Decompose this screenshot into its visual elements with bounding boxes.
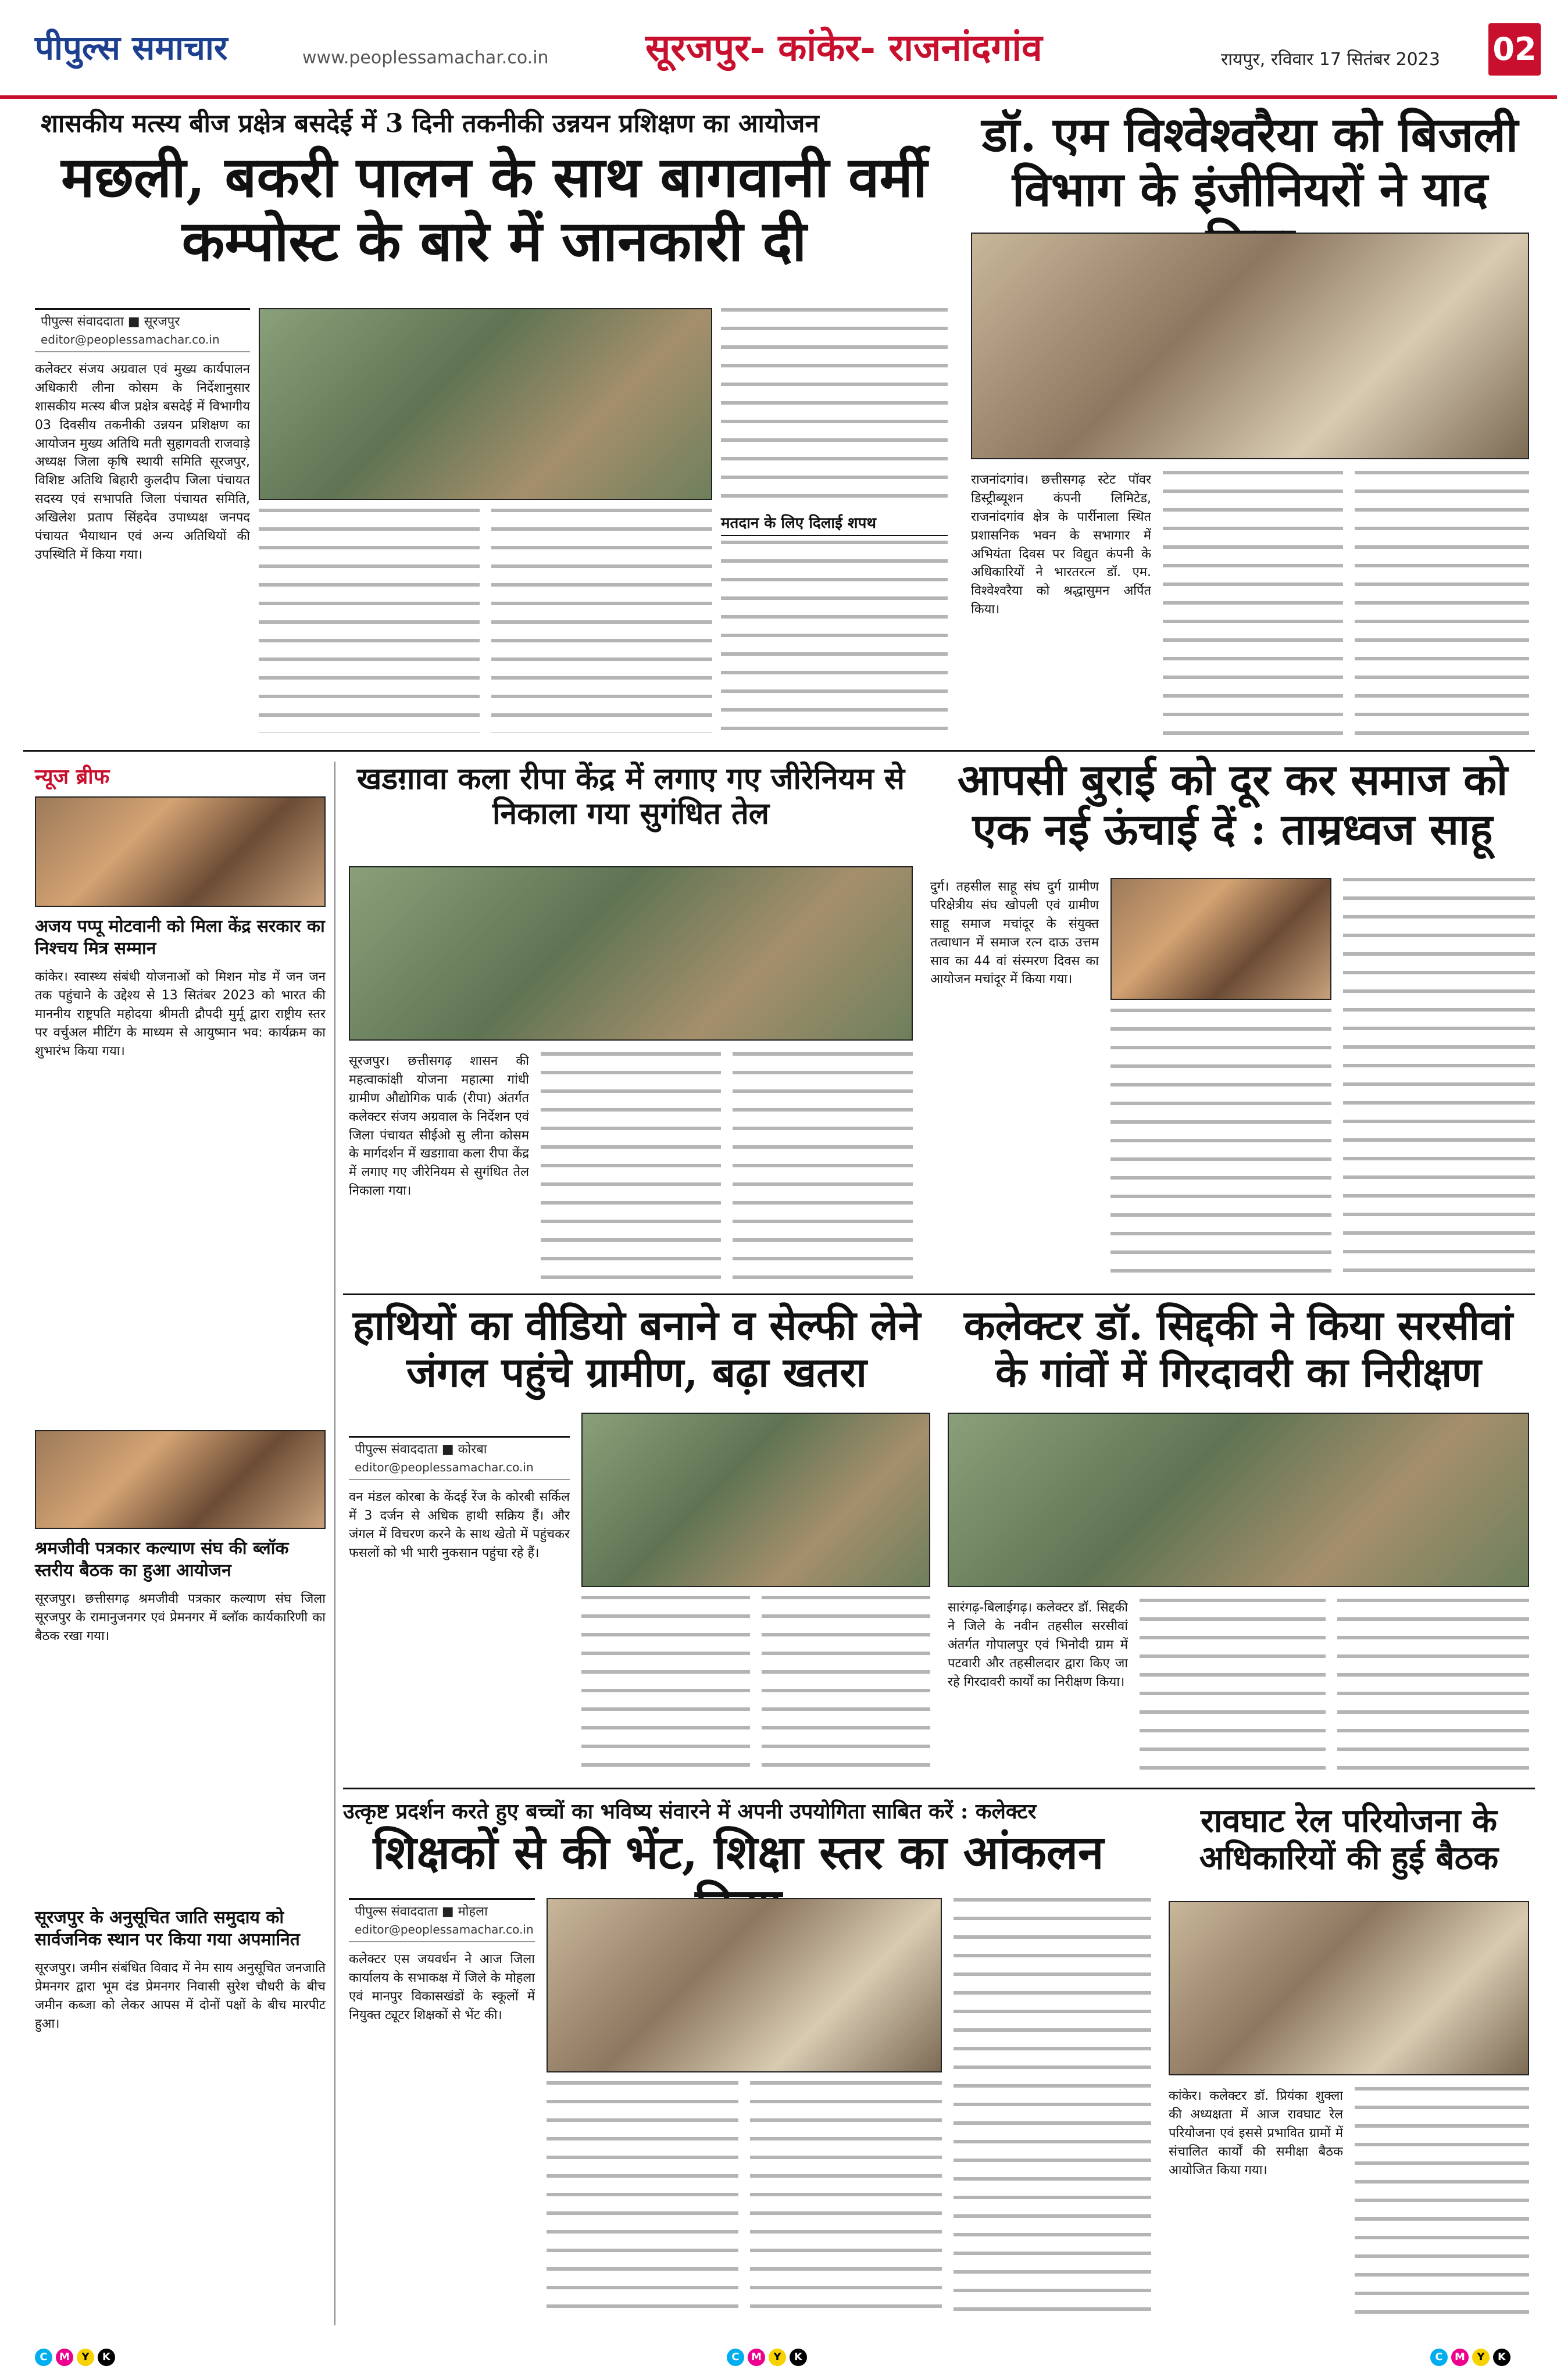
story7-body: कलेक्टर एस जयवर्धन ने आज जिला कार्यालय के सभाकक्ष में जिले के मोहला एवं मानपुर विकासखंडों के स्कूलों में नियुक्त ट्यूटर शिक्षकों से भेंट की।: [349, 1952, 535, 2022]
story2-body: राजनांदगांव। छत्तीसगढ़ स्टेट पॉवर डिस्ट्रीब्यूशन कंपनी लिमिटेड, राजनांदगांव क्षेत्र के पार्रीनाला स्थित प्रशासनिक भवन के सभागार में अभियंता दिवस पर विद्युत कंपनी के अधिकारियों ने भारतरत्न डॉ. एम. विश्वेश्वरैया को श्रद्धासुमन अर्पित किया।: [971, 473, 1151, 617]
story6-headline: कलेक्टर डॉ. सिद्दकी ने किया सरसीवां के गांवों में गिरदावरी का निरीक्षण: [963, 1301, 1513, 1396]
divider: [343, 1293, 1535, 1295]
story6-photo: [948, 1413, 1529, 1587]
story8-photo: [1169, 1901, 1529, 2075]
story5-headline: हाथियों का वीडियो बनाने व सेल्फी लेने जंगल पहुंचे ग्रामीण, बढ़ा खतरा: [352, 1301, 921, 1396]
cmyk-registration-left: [35, 2349, 115, 2366]
cmyk-k: K: [98, 2349, 115, 2366]
story8-text-col2: [1355, 2087, 1529, 2322]
news-brief-tag: न्यूज ब्रीफ: [35, 764, 110, 789]
cmyk-k: K: [1493, 2349, 1510, 2366]
story7-text-col3: [750, 2081, 942, 2322]
cmyk-m: M: [748, 2349, 765, 2366]
story4-body: दुर्ग। तहसील साहू संघ दुर्ग ग्रामीण परिक्षेत्रीय संघ खोपली एवं ग्रामीण साहू समाज मचांदूर के संयुक्त तत्वाधान में समाज रत्न दाऊ उत्तम साव का 44 वां संस्मरण दिवस का आयोजन मचांदूर में किया गया।: [930, 880, 1099, 987]
brief-item1-body: कांकेर। स्वास्थ्य संबंधी योजनाओं को मिशन मोड में जन जन तक पहुंचाने के उद्देश्य से 13 सितंबर 2023 को भारत की माननीय राष्ट्रपति महोदया श्रीमती द्रौपदी मुर्मू द्वारा राष्ट्रीय स्तर पर वर्चुअल मीटिंग के माध्यम से आयुष्मान भव: कार्यक्रम का शुभारंभ किया गया।: [35, 970, 326, 1059]
divider: [23, 750, 1535, 752]
story1-text-col3: [491, 509, 712, 732]
story2-text-col3: [1355, 471, 1529, 738]
story7-headline: शिक्षकों से की भेंट, शिक्षा स्तर का आंकलन: [373, 1825, 1104, 1879]
story1-headline: मछली, बकरी पालन के साथ बागवानी वर्मी कम्पोस्ट के बारे में जानकारी दी: [61, 144, 927, 274]
brief-item1-photo: [35, 796, 326, 907]
story7-kicker: उत्कृष्ट प्रदर्शन करते हुए बच्चों का भविष्य संवारने में अपनी उपयोगिता साबित करें : कलेक्टर: [343, 1799, 1037, 1824]
brief-item3-body: सूरजपुर। जमीन संबंधित विवाद में नेम साय अनुसूचित जनजाति प्रेमनगर द्वारा भूम दंड प्रेमनगर निवासी सुरेश चौधरी के बीच जमीन कब्जा को लेकर आपस में दोनों पक्षों के बीच मारपीट हुआ।: [35, 1961, 326, 2031]
newspaper-logo: पीपुल्स समाचार: [35, 28, 228, 67]
story1-byline: पीपुल्स संवाददाता ■ सूरजपुर editor@peoplessamachar.co.in: [35, 308, 250, 352]
cmyk-c: C: [1430, 2349, 1448, 2366]
story1-text-col4b: [721, 541, 948, 732]
divider: [334, 762, 335, 2325]
story7-text-col2: [547, 2081, 738, 2322]
story3-text-col2: [541, 1052, 721, 1285]
story2-headline: डॉ. एम विश्वेश्वरैया को बिजली विभाग के इंजीनियरों ने याद: [981, 107, 1519, 218]
brief-item2-title: श्रमजीवी पत्रकार कल्याण संघ की ब्लॉक स्तरीय बैठक का हुआ आयोजन: [35, 1538, 289, 1581]
cmyk-m: M: [1451, 2349, 1469, 2366]
story6-text-col3: [1337, 1599, 1529, 1779]
story4-headline: आपसी बुराई को दूर कर समाज को एक नई ऊंचाई दें : ताम्रध्वज साहू: [957, 755, 1508, 855]
cmyk-c: C: [727, 2349, 744, 2366]
cmyk-registration-right: [1430, 2349, 1510, 2366]
story4-text-col3: [1343, 878, 1535, 1285]
story2-text-col2: [1163, 471, 1343, 738]
story5-text-col2: [581, 1596, 750, 1779]
page-number: 02: [1488, 23, 1541, 76]
brief-item2-photo: [35, 1430, 326, 1529]
story6-body: सारंगढ़-बिलाईगढ़। कलेक्टर डॉ. सिद्दकी ने जिले के नवीन तहसील सरसीवां अंतर्गत गोपालपुर एवं भिनोदी ग्राम में पटवारी और तहसीलदार द्वारा किए जा रहे गिरदावरी कार्यों का निरीक्षण किया।: [948, 1600, 1128, 1689]
brief-item1-title: अजय पप्पू मोटवानी को मिला केंद्र सरकार का निश्चय मित्र सम्मान: [35, 916, 325, 959]
story3-body: सूरजपुर। छत्तीसगढ़ शासन की महत्वाकांक्षी योजना महात्मा गांधी ग्रामीण औद्योगिक पार्क (रीपा) अंतर्गत कलेक्टर संजय अग्रवाल के निर्देशन एवं जिला पंचायत सीईओ सु लीना कोसम के मार्गदर्शन में खडग़ावा कला रीपा केंद्र में लगाए गए जीरेनियम से सुगंधित तेल निकाला गया।: [349, 1054, 529, 1199]
brief-item3-title: सूरजपुर के अनुसूचित जाति समुदाय को सार्वजनिक स्थान पर किया गया अपमानित: [35, 1907, 300, 1950]
story6-text-col2: [1140, 1599, 1326, 1779]
cmyk-y: Y: [769, 2349, 786, 2366]
dateline: रायपुर, रविवार 17 सितंबर 2023: [1221, 49, 1440, 70]
cmyk-k: K: [790, 2349, 807, 2366]
story3-headline: खडग़ावा कला रीपा केंद्र में लगाए गए जीरेनियम से निकाला गया सुगंधित तेल: [356, 761, 905, 831]
story1-kicker: शासकीय मत्स्य बीज प्रक्षेत्र बसदेई में 3 दिनी तकनीकी उन्नयन प्रशिक्षण का आयोजन: [41, 109, 819, 138]
story7-byline: पीपुल्स संवाददाता ■ मोहला editor@peoplessamachar.co.in: [349, 1898, 535, 1942]
story3-text-col3: [733, 1052, 913, 1285]
story5-photo: [581, 1413, 930, 1587]
cmyk-y: Y: [1472, 2349, 1490, 2366]
story5-body: वन मंडल कोरबा के केंदई रेंज के कोरबी सर्किल में 3 दर्जन से अधिक हाथी सक्रिय हैं। और जंगल में विचरण करने के साथ खेतो में पहुंचकर फसलों को भी भारी नुकसान पहुंचा रहे हैं।: [349, 1490, 570, 1560]
story4-text-col2: [1110, 1009, 1331, 1285]
story5-text-col3: [762, 1596, 930, 1779]
story2-photo: [971, 233, 1529, 459]
website-url: www.peoplessamachar.co.in: [302, 48, 549, 68]
cmyk-m: M: [56, 2349, 73, 2366]
story8-headline: रावघाट रेल परियोजना के अधिकारियों की हुई बैठक: [1199, 1802, 1499, 1878]
story1-text-col2: [259, 509, 480, 732]
story1-subhead: मतदान के लिए दिलाई शपथ: [721, 512, 948, 536]
divider: [343, 1788, 1535, 1789]
cmyk-c: C: [35, 2349, 52, 2366]
story1-body: कलेक्टर संजय अग्रवाल एवं मुख्य कार्यपालन अधिकारी लीना कोसम के निर्देशानुसार शासकीय मत्स्य बीज प्रक्षेत्र बसदेई में विभागीय 03 दिवसीय तकनीकी उन्नयन प्रशिक्षण का आयोजन मुख्य अतिथि मती सुहागवती राजवाड़े अध्यक्ष जिला कृषि स्थायी समिति सूरजपुर, विशिष्ट अतिथि बिहारी कुलदीप जिला पंचायत सदस्य एवं सभापति जिला पंचायत समिति, अखिलेश प्रताप सिंहदेव उपाध्यक्ष जनपद पंचायत भैयाथान एवं अन्य अतिथियों की उपस्थिति में किया गया।: [35, 362, 250, 562]
masthead: [0, 0, 1557, 99]
story5-byline: पीपुल्स संवाददाता ■ कोरबा editor@peoplessamachar.co.in: [349, 1436, 570, 1480]
story8-body: कांकेर। कलेक्टर डॉ. प्रियंका शुक्ला की अध्यक्षता में आज रावघाट रेल परियोजना एवं इससे प्रभावित ग्रामों में संचालित कार्यों की समीक्षा बैठक आयोजित किया गया।: [1169, 2089, 1343, 2178]
cmyk-y: Y: [77, 2349, 94, 2366]
story3-photo: [349, 866, 913, 1041]
story1-photo: [259, 308, 712, 500]
story1-text-col4: [721, 308, 948, 506]
brief-item2-body: सूरजपुर। छत्तीसगढ़ श्रमजीवी पत्रकार कल्याण संघ जिला सूरजपुर के रामानुजनगर एवं प्रेमनगर में ब्लॉक कार्यकारिणी का बैठक रखा गया।: [35, 1592, 326, 1643]
story4-photo: [1110, 878, 1331, 1000]
cmyk-registration-center: [727, 2349, 807, 2366]
section-title: सूरजपुर- कांकेर- राजनांदगांव: [645, 26, 1042, 70]
story7-photo: [547, 1898, 942, 2072]
story7-text-col4: [954, 1898, 1151, 2322]
